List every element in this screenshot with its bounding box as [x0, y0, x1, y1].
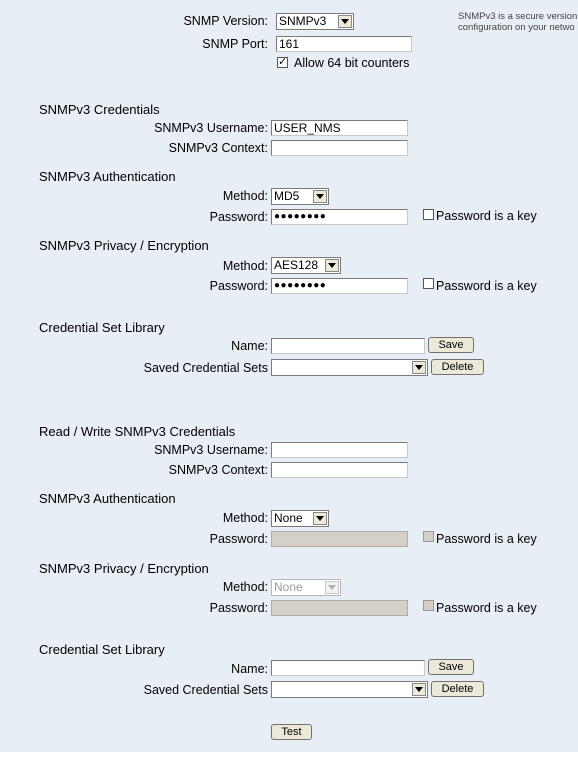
priv-method-label: Method: — [222, 259, 268, 273]
priv-password-input[interactable]: ●●●●●●●● — [271, 278, 408, 294]
auth-password-label: Password: — [209, 210, 268, 224]
rw-credential-name-label: Name: — [231, 662, 268, 676]
chevron-down-icon[interactable] — [412, 683, 426, 696]
auth-password-input[interactable]: ●●●●●●●● — [271, 209, 408, 225]
snmp-port-label: SNMP Port: — [202, 37, 268, 51]
rw-priv-method-select — [271, 579, 341, 596]
test-button[interactable]: Test — [271, 724, 312, 740]
rw-priv-password-key-label: Password is a key — [436, 601, 537, 615]
chevron-down-icon[interactable] — [325, 259, 339, 272]
credential-name-input[interactable] — [271, 338, 425, 354]
username-label: SNMPv3 Username: — [154, 121, 268, 135]
rw-username-input[interactable] — [271, 442, 408, 458]
snmp-version-value: SNMPv3 — [279, 14, 327, 28]
rw-auth-method-select[interactable] — [271, 510, 329, 527]
save-button[interactable]: Save — [428, 337, 474, 353]
snmp-version-label: SNMP Version: — [183, 14, 268, 28]
auth-method-select[interactable] — [271, 188, 329, 205]
rw-auth-method-value: None — [274, 511, 303, 525]
snmpv3-info-note — [458, 11, 577, 33]
auth-password-key-label: Password is a key — [436, 209, 537, 223]
rw-priv-password-input — [271, 600, 408, 616]
saved-sets-select[interactable] — [271, 359, 428, 376]
auth-method-value: MD5 — [274, 189, 300, 203]
allow-64bit-label: Allow 64 bit counters — [294, 56, 410, 70]
delete-button[interactable]: Delete — [431, 359, 484, 375]
rw-username-label: SNMPv3 Username: — [154, 443, 268, 457]
rw-delete-button[interactable]: Delete — [431, 681, 484, 697]
priv-method-value: AES128 — [274, 258, 319, 272]
chevron-down-icon[interactable] — [338, 15, 352, 28]
context-input[interactable] — [271, 140, 408, 156]
auth-method-label: Method: — [222, 189, 268, 203]
rw-auth-password-input — [271, 531, 408, 547]
chevron-down-icon[interactable] — [313, 190, 327, 203]
credential-library-heading: Credential Set Library — [39, 320, 165, 335]
context-label: SNMPv3 Context: — [168, 141, 268, 155]
note-line-1: SNMPv3 is a secure version — [458, 11, 578, 22]
rw-auth-password-key-checkbox — [423, 531, 434, 542]
chevron-down-icon — [325, 581, 339, 594]
rw-save-button[interactable]: Save — [428, 659, 474, 675]
rw-saved-sets-select[interactable] — [271, 681, 428, 698]
privacy-heading: SNMPv3 Privacy / Encryption — [39, 238, 209, 253]
allow-64bit-checkbox[interactable]: ✓ — [278, 56, 288, 68]
saved-sets-label: Saved Credential Sets — [143, 361, 268, 375]
chevron-down-icon[interactable] — [412, 361, 426, 374]
rw-credential-name-input[interactable] — [271, 660, 425, 676]
rw-auth-password-label: Password: — [209, 532, 268, 546]
rw-authentication-heading: SNMPv3 Authentication — [39, 491, 176, 506]
snmp-port-input[interactable]: 161 — [276, 36, 412, 52]
rw-priv-method-label: Method: — [222, 580, 268, 594]
priv-password-key-checkbox[interactable] — [423, 278, 434, 289]
rw-priv-method-value: None — [274, 580, 303, 594]
rw-context-label: SNMPv3 Context: — [168, 463, 268, 477]
snmp-version-select[interactable] — [276, 13, 354, 30]
credential-name-label: Name: — [231, 339, 268, 353]
priv-password-label: Password: — [209, 279, 268, 293]
username-input[interactable]: USER_NMS — [271, 120, 408, 136]
chevron-down-icon[interactable] — [313, 512, 327, 525]
authentication-heading: SNMPv3 Authentication — [39, 169, 176, 184]
rw-privacy-heading: SNMPv3 Privacy / Encryption — [39, 561, 209, 576]
rw-priv-password-label: Password: — [209, 601, 268, 615]
rw-priv-password-key-checkbox — [423, 600, 434, 611]
note-line-2: configuration on your netwo — [458, 22, 575, 33]
rw-credential-library-heading: Credential Set Library — [39, 642, 165, 657]
rw-auth-password-key-label: Password is a key — [436, 532, 537, 546]
rw-saved-sets-label: Saved Credential Sets — [143, 683, 268, 697]
auth-password-key-checkbox[interactable] — [423, 209, 434, 220]
rw-auth-method-label: Method: — [222, 511, 268, 525]
snmpv3-credentials-heading: SNMPv3 Credentials — [39, 102, 160, 117]
rw-credentials-heading: Read / Write SNMPv3 Credentials — [39, 424, 236, 439]
priv-password-key-label: Password is a key — [436, 279, 537, 293]
priv-method-select[interactable] — [271, 257, 341, 274]
rw-context-input[interactable] — [271, 462, 408, 478]
